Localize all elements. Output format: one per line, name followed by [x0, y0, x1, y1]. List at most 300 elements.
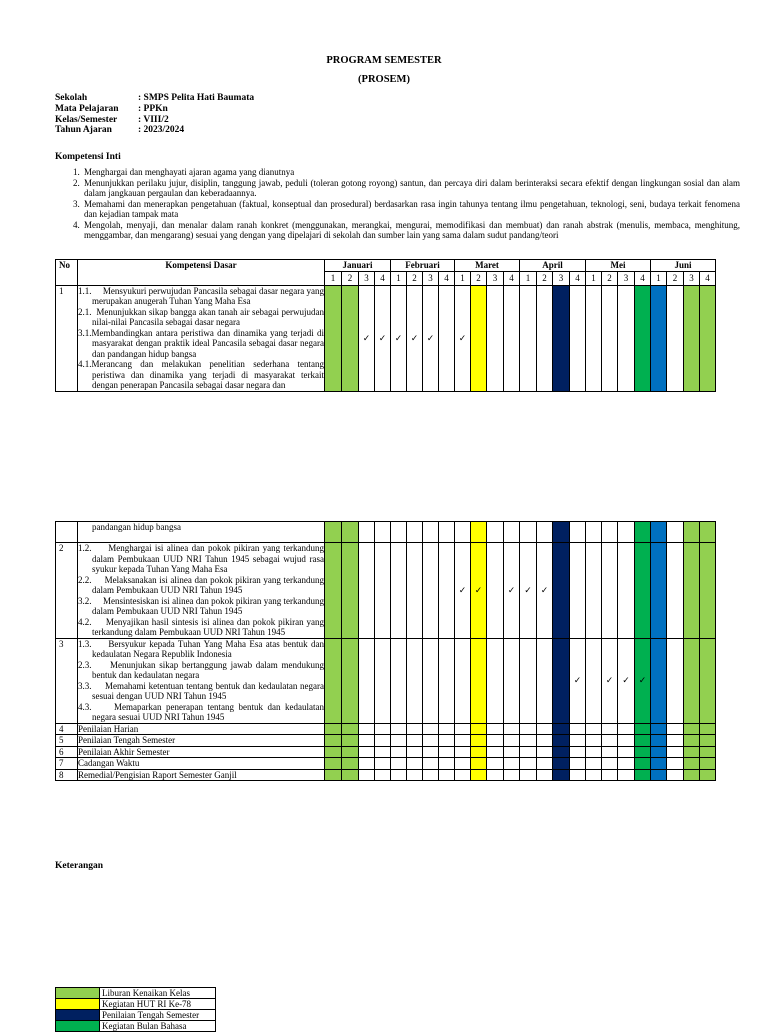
schedule-cell [635, 543, 651, 639]
kd-item: 1.3. Bersyukur kepada Tuhan Yang Maha Esa atas bentuk dan kedaulatan Negara Republik Indonesia [78, 638, 324, 659]
schedule-cell [423, 638, 439, 723]
month-header: Juni [651, 260, 716, 272]
list-item: 2. Menunjukkan perilaku jujur, disiplin, tanggung jawab, peduli (toleran gotong royong) santun, dan percaya diri dalam berinteraksi secara efektif dengan lingkungan sosial dan alam dalam jangkauan pergaulan dan keberadaannya. [82, 178, 740, 199]
schedule-cell [520, 735, 537, 747]
schedule-cell [651, 746, 667, 758]
schedule-cell [504, 522, 520, 543]
schedule-cell [407, 543, 423, 639]
schedule-cell [504, 285, 520, 391]
schedule-cell [586, 285, 602, 391]
page-subtitle: (PROSEM) [358, 74, 410, 85]
schedule-cell [487, 543, 504, 639]
schedule-cell [359, 522, 375, 543]
schedule-cell [586, 769, 602, 781]
kompetensi-inti-heading: Kompetensi Inti [55, 152, 121, 162]
schedule-cell [570, 285, 586, 391]
check-mark: ✓ [537, 543, 553, 639]
week-number: 1 [455, 271, 471, 285]
schedule-cell [439, 285, 455, 391]
info-tahun [55, 125, 184, 136]
row-number: 3 [56, 638, 78, 723]
week-number: 4 [635, 271, 651, 285]
schedule-cell [423, 735, 439, 747]
schedule-cell [325, 746, 342, 758]
check-mark: ✓ [618, 638, 635, 723]
schedule-cell [504, 735, 520, 747]
schedule-cell [635, 522, 651, 543]
schedule-cell [375, 746, 391, 758]
check-mark: ✓ [423, 285, 439, 391]
schedule-cell [684, 769, 700, 781]
schedule-cell [439, 522, 455, 543]
kd-item: 2.2. Melaksanakan isi alinea dan pokok pikiran yang terkandung dalam Pembukaan UUD NRI Tahun 1945 [78, 574, 324, 595]
schedule-cell [407, 735, 423, 747]
kd-item: 3.2. Mensintesiskan isi alinea dan pokok pikiran yang terkandung dalam Pembukaan UUD NRI Tahun 1945 [78, 595, 324, 616]
check-mark: ✓ [504, 543, 520, 639]
schedule-cell [471, 723, 487, 735]
month-header: Maret [455, 260, 520, 272]
schedule-cell [407, 769, 423, 781]
schedule-cell [570, 723, 586, 735]
schedule-cell [602, 723, 618, 735]
week-number: 3 [553, 271, 570, 285]
schedule-cell [553, 638, 570, 723]
schedule-cell [586, 522, 602, 543]
kd-item: 4.2. Menyajikan hasil sintesis isi alinea dan pokok pikiran yang terkandung dalam Pembukaan UUD NRI Tahun 1945 [78, 616, 324, 637]
legend-swatch [56, 999, 100, 1010]
schedule-cell [586, 723, 602, 735]
schedule-cell [325, 638, 342, 723]
info-value: : PPKn [138, 104, 168, 114]
schedule-cell [487, 769, 504, 781]
kd-item: 4.3. Memaparkan penerapan tentang bentuk dan kedaulatan negara sesuai UUD NRI Tahun 1945 [78, 701, 324, 722]
schedule-cell [375, 638, 391, 723]
schedule-cell [391, 543, 407, 639]
schedule-cell [359, 758, 375, 770]
schedule-cell [570, 522, 586, 543]
schedule-cell [684, 723, 700, 735]
schedule-cell [684, 758, 700, 770]
legend-row [56, 1010, 216, 1021]
schedule-cell [342, 746, 359, 758]
schedule-cell [684, 746, 700, 758]
schedule-cell [391, 769, 407, 781]
row-label: Penilaian Akhir Semester [78, 746, 325, 758]
legend-row [56, 1021, 216, 1032]
page-title: PROGRAM SEMESTER [326, 55, 442, 66]
month-header: April [520, 260, 586, 272]
table-row [56, 285, 716, 391]
schedule-cell [391, 746, 407, 758]
schedule-cell [520, 758, 537, 770]
schedule-cell [553, 769, 570, 781]
info-value: : VIII/2 [138, 115, 169, 125]
row-label: Penilaian Tengah Semester [78, 735, 325, 747]
schedule-cell [520, 746, 537, 758]
schedule-cell [700, 746, 716, 758]
schedule-cell [455, 746, 471, 758]
schedule-cell [553, 735, 570, 747]
kd-item: 4.1.Merancang dan melakukan penelitian sederhana tentang peristiwa dan dinamika yang terjadi di masyarakat terkait dengan penerapan Pancasila sebagai dasar negara dan [78, 359, 324, 390]
schedule-cell [520, 638, 537, 723]
row-label: Remedial/Pengisian Raport Semester Ganjil [78, 769, 325, 781]
week-number: 1 [520, 271, 537, 285]
info-value: : 2023/2024 [138, 125, 185, 135]
schedule-cell [471, 285, 487, 391]
list-item: 3. Memahami dan menerapkan pengetahuan (faktual, konseptual dan prosedural) berdasarkan rasa ingin tahunya tentang ilmu pengetahuan, teknologi, seni, budaya terkait fenomena dan kejadian tampak mata [82, 199, 740, 220]
schedule-cell [359, 543, 375, 639]
col-kd-header: Kompetensi Dasar [78, 260, 325, 286]
schedule-cell [602, 285, 618, 391]
row-number: 1 [56, 285, 78, 391]
week-number: 3 [684, 271, 700, 285]
row-label: Cadangan Waktu [78, 758, 325, 770]
schedule-cell [359, 735, 375, 747]
schedule-cell [570, 735, 586, 747]
schedule-cell [618, 522, 635, 543]
schedule-cell [359, 769, 375, 781]
schedule-cell [487, 723, 504, 735]
month-header: Januari [325, 260, 391, 272]
schedule-cell [553, 758, 570, 770]
schedule-cell [570, 769, 586, 781]
schedule-cell [423, 746, 439, 758]
schedule-cell [520, 723, 537, 735]
schedule-cell [667, 758, 684, 770]
info-label: Mata Pelajaran [55, 104, 119, 114]
schedule-cell [684, 638, 700, 723]
check-mark: ✓ [570, 638, 586, 723]
schedule-cell [407, 723, 423, 735]
schedule-cell [602, 746, 618, 758]
schedule-cell [391, 735, 407, 747]
keterangan-heading: Keterangan [55, 861, 104, 871]
schedule-cell [487, 638, 504, 723]
table-row [56, 543, 716, 639]
week-number: 3 [359, 271, 375, 285]
schedule-cell [618, 758, 635, 770]
schedule-cell [439, 735, 455, 747]
week-number: 2 [342, 271, 359, 285]
schedule-cell [700, 723, 716, 735]
schedule-cell [504, 723, 520, 735]
week-number: 3 [618, 271, 635, 285]
row-number: 8 [56, 769, 78, 781]
schedule-cell [651, 638, 667, 723]
schedule-cell [342, 723, 359, 735]
schedule-cell [487, 285, 504, 391]
schedule-cell [325, 285, 342, 391]
schedule-cell [471, 522, 487, 543]
row-number-empty [56, 522, 78, 543]
schedule-cell [455, 522, 471, 543]
schedule-cell [487, 746, 504, 758]
schedule-cell [375, 543, 391, 639]
kd-item: 2.1. Menunjukkan sikap bangga akan tanah air sebagai perwujudan nilai-nilai Pancasila sebagai dasar negara [78, 306, 324, 327]
kd-item: 2.3. Menunjukan sikap bertanggung jawab dalam mendukung bentuk dan kedaulatan negara [78, 659, 324, 680]
schedule-cell [504, 769, 520, 781]
schedule-cell [325, 522, 342, 543]
check-mark: ✓ [635, 638, 651, 723]
info-label: Sekolah [55, 93, 88, 103]
schedule-cell [618, 285, 635, 391]
check-mark: ✓ [455, 543, 471, 639]
week-number: 1 [391, 271, 407, 285]
check-mark: ✓ [520, 543, 537, 639]
schedule-cell [359, 746, 375, 758]
schedule-cell [651, 758, 667, 770]
schedule-cell [635, 746, 651, 758]
schedule-cell [667, 746, 684, 758]
month-header: Mei [586, 260, 651, 272]
legend-label: Penilaian Tengah Semester [100, 1010, 216, 1021]
schedule-cell [700, 758, 716, 770]
schedule-cell [537, 638, 553, 723]
schedule-cell [325, 723, 342, 735]
schedule-cell [667, 543, 684, 639]
info-sekolah [55, 93, 254, 104]
schedule-cell [504, 638, 520, 723]
schedule-cell [537, 723, 553, 735]
row-number: 6 [56, 746, 78, 758]
schedule-cell [684, 735, 700, 747]
schedule-cell [635, 285, 651, 391]
schedule-cell [570, 543, 586, 639]
schedule-cell [684, 285, 700, 391]
schedule-cell [407, 758, 423, 770]
check-mark: ✓ [602, 638, 618, 723]
schedule-cell [439, 758, 455, 770]
week-number: 1 [586, 271, 602, 285]
schedule-cell [700, 543, 716, 639]
info-label: Tahun Ajaran [55, 125, 112, 135]
legend-label: Liburan Kenaikan Kelas [100, 988, 216, 999]
schedule-cell [455, 638, 471, 723]
schedule-cell [602, 543, 618, 639]
schedule-cell [700, 769, 716, 781]
schedule-cell [651, 285, 667, 391]
schedule-cell [586, 758, 602, 770]
kd-item: 1.1. Mensyukuri perwujudan Pancasila sebagai dasar negara yang merupakan anugerah Tuhan Yang Maha Esa [78, 285, 324, 306]
schedule-cell [651, 543, 667, 639]
schedule-cell [325, 735, 342, 747]
list-item: 1. Menghargai dan menghayati ajaran agama yang dianutnya [82, 167, 740, 178]
schedule-cell [342, 769, 359, 781]
col-no-header: No [56, 260, 78, 286]
schedule-cell [520, 522, 537, 543]
schedule-cell [471, 735, 487, 747]
kompetensi-inti-list [55, 167, 740, 241]
schedule-cell [586, 543, 602, 639]
week-number: 2 [667, 271, 684, 285]
schedule-cell [375, 769, 391, 781]
schedule-cell [471, 746, 487, 758]
schedule-cell [651, 769, 667, 781]
program-table-part2 [55, 521, 716, 781]
row-number: 7 [56, 758, 78, 770]
schedule-cell [586, 746, 602, 758]
week-number: 1 [651, 271, 667, 285]
info-kelas [55, 115, 169, 126]
kd-item: 3.1.Membandingkan antara peristiwa dan dinamika yang terjadi di masyarakat dengan praktik ideal Pancasila sebagai dasar negara dan pandangan hidup bangsa [78, 327, 324, 359]
legend-swatch [56, 1010, 100, 1021]
check-mark: ✓ [375, 285, 391, 391]
schedule-cell [342, 543, 359, 639]
schedule-cell [602, 758, 618, 770]
schedule-cell [455, 769, 471, 781]
schedule-cell [602, 769, 618, 781]
table-row [56, 638, 716, 723]
schedule-cell [667, 723, 684, 735]
schedule-cell [439, 769, 455, 781]
schedule-cell [423, 769, 439, 781]
schedule-cell [700, 522, 716, 543]
schedule-cell [423, 723, 439, 735]
schedule-cell [407, 638, 423, 723]
kompetensi-dasar-cell [78, 543, 325, 639]
schedule-cell [504, 746, 520, 758]
table-row [56, 522, 716, 543]
row-number: 5 [56, 735, 78, 747]
schedule-cell [700, 638, 716, 723]
schedule-cell [439, 746, 455, 758]
schedule-cell [391, 723, 407, 735]
legend-row [56, 999, 216, 1010]
table-row [56, 735, 716, 747]
schedule-cell [700, 285, 716, 391]
schedule-cell [667, 638, 684, 723]
schedule-cell [359, 638, 375, 723]
schedule-cell [537, 522, 553, 543]
schedule-cell [570, 758, 586, 770]
schedule-cell [537, 769, 553, 781]
schedule-cell [487, 522, 504, 543]
week-number: 2 [471, 271, 487, 285]
table-row [56, 769, 716, 781]
schedule-cell [455, 723, 471, 735]
schedule-cell [487, 735, 504, 747]
schedule-cell [423, 758, 439, 770]
schedule-cell [586, 638, 602, 723]
table-row [56, 758, 716, 770]
schedule-cell [667, 735, 684, 747]
schedule-cell [520, 769, 537, 781]
schedule-cell [700, 735, 716, 747]
legend-swatch [56, 1021, 100, 1032]
row-number: 4 [56, 723, 78, 735]
info-value: : SMPS Pelita Hati Baumata [138, 93, 255, 103]
schedule-cell [407, 746, 423, 758]
schedule-cell [471, 769, 487, 781]
schedule-cell [618, 543, 635, 639]
week-number: 2 [602, 271, 618, 285]
week-number: 4 [504, 271, 520, 285]
schedule-cell [504, 758, 520, 770]
program-table-part1 [55, 259, 716, 392]
check-mark: ✓ [455, 285, 471, 391]
schedule-cell [635, 735, 651, 747]
schedule-cell [553, 746, 570, 758]
schedule-cell [455, 735, 471, 747]
week-number: 4 [700, 271, 716, 285]
row-number: 2 [56, 543, 78, 639]
schedule-cell [537, 735, 553, 747]
schedule-cell [553, 522, 570, 543]
row-label: Penilaian Harian [78, 723, 325, 735]
schedule-cell [423, 543, 439, 639]
schedule-cell [325, 543, 342, 639]
schedule-cell [325, 758, 342, 770]
schedule-cell [618, 769, 635, 781]
table-row [56, 746, 716, 758]
schedule-cell [520, 285, 537, 391]
info-label: Kelas/Semester [55, 115, 118, 125]
kd-item-continued: pandangan hidup bangsa [92, 522, 181, 532]
schedule-cell [684, 543, 700, 639]
table-row [56, 723, 716, 735]
schedule-cell [553, 723, 570, 735]
schedule-cell [423, 522, 439, 543]
schedule-cell [651, 735, 667, 747]
week-number: 1 [325, 271, 342, 285]
schedule-cell [602, 522, 618, 543]
schedule-cell [667, 285, 684, 391]
schedule-cell [553, 543, 570, 639]
schedule-cell [553, 285, 570, 391]
schedule-cell [439, 543, 455, 639]
schedule-cell [439, 638, 455, 723]
schedule-cell [375, 522, 391, 543]
schedule-cell [375, 758, 391, 770]
week-number: 3 [423, 271, 439, 285]
schedule-cell [391, 758, 407, 770]
schedule-cell [602, 735, 618, 747]
schedule-cell [570, 746, 586, 758]
schedule-cell [667, 769, 684, 781]
schedule-cell [342, 285, 359, 391]
schedule-cell [667, 522, 684, 543]
check-mark: ✓ [471, 543, 487, 639]
schedule-cell [651, 522, 667, 543]
kd-item: 3.3. Memahami ketentuan tentang bentuk dan kedaulatan negara sesuai dengan UUD NRI Tahun 1945 [78, 680, 324, 701]
schedule-cell [342, 522, 359, 543]
week-number: 2 [537, 271, 553, 285]
week-number: 4 [439, 271, 455, 285]
schedule-cell [487, 758, 504, 770]
legend-label: Kegiatan HUT RI Ke-78 [100, 999, 216, 1010]
kompetensi-dasar-cell [78, 285, 325, 391]
schedule-cell [471, 758, 487, 770]
week-number: 2 [407, 271, 423, 285]
legend-label: Kegiatan Bulan Bahasa [100, 1021, 216, 1032]
check-mark: ✓ [359, 285, 375, 391]
week-number: 3 [487, 271, 504, 285]
schedule-cell [618, 723, 635, 735]
schedule-cell [325, 769, 342, 781]
schedule-cell [391, 522, 407, 543]
schedule-cell [375, 723, 391, 735]
week-number: 4 [375, 271, 391, 285]
schedule-cell [537, 746, 553, 758]
kompetensi-dasar-cell [78, 522, 325, 543]
schedule-cell [375, 735, 391, 747]
schedule-cell [635, 723, 651, 735]
schedule-cell [391, 638, 407, 723]
schedule-cell [537, 285, 553, 391]
schedule-cell [684, 522, 700, 543]
legend-table [55, 987, 216, 1032]
week-number: 4 [570, 271, 586, 285]
